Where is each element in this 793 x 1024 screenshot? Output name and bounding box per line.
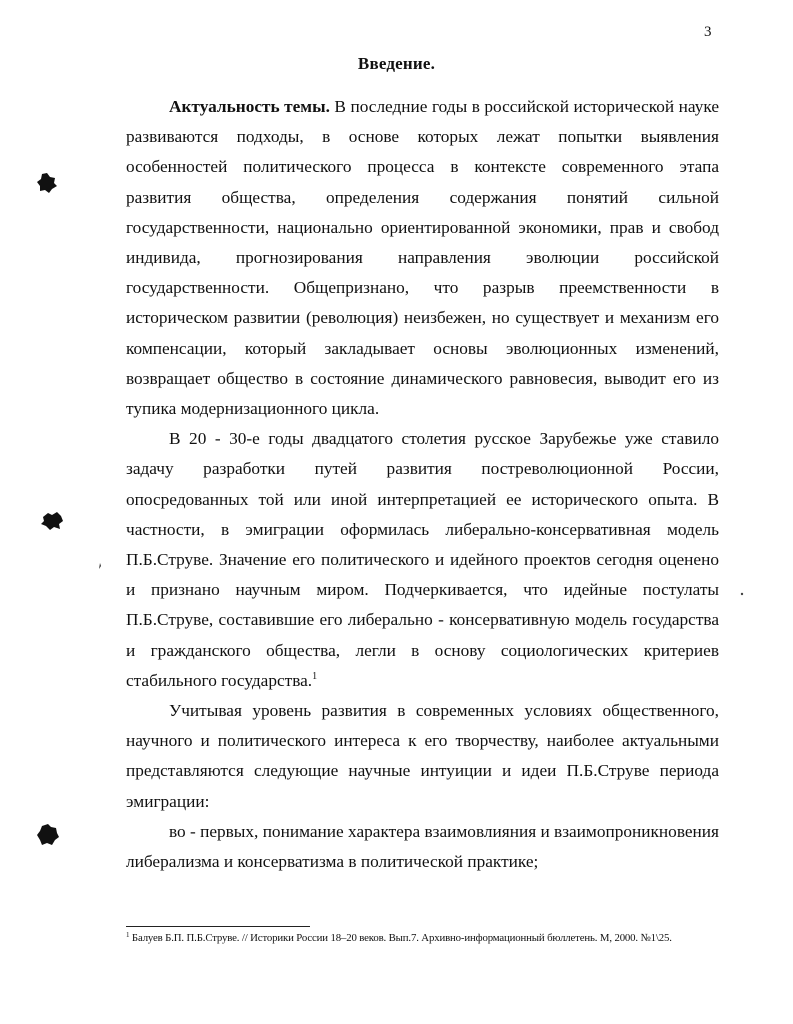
footnote	[126, 932, 726, 944]
page-title: Введение.	[357, 54, 436, 73]
page-number: 3	[704, 24, 712, 40]
footnote-reference: 1	[312, 670, 318, 682]
footnote-divider	[126, 926, 310, 927]
scan-blot-bottom	[36, 823, 60, 847]
scan-blot-middle	[40, 511, 64, 531]
scan-speck-left	[98, 563, 102, 569]
paragraph-text: во - первых, понимание характера взаимовлияния и взаимопроникновения либерализма и консерватизма в политической практике;	[126, 821, 719, 872]
scan-blot-top	[36, 172, 58, 194]
paragraph-ideas	[126, 696, 719, 817]
paragraph-relevance	[126, 92, 719, 424]
footnote-marker: 1	[126, 931, 130, 939]
paragraph-text: В последние годы в российской исторической науке развиваются подходы, в основе которых лежат попытки выявления особенностей политического процесса в контексте современного этапа развития общества, определения содержания понятий сильной государственности, национально ориентированной экономики, прав и свобод индивида, прогнозирования направления эволюции российской государственности. Общепризнано, что разрыв преемственности в историческом развитии (революция) неизбежен, но существует и механизм его компенсации, который закладывает основы эволюционных изменений, возвращает общество в состояние динамического равновесия, выводит его из тупика модернизационного цикла.	[126, 97, 719, 419]
paragraph-emigration	[126, 424, 719, 696]
paragraph-text: Учитывая уровень развития в современных условиях общественного, научного и политического интереса к его творчеству, наиболее актуальными представляются следующие научные интуиции и идеи П.Б.Струве периода эмиграции:	[126, 701, 719, 811]
paragraph-text: В 20 - 30-е годы двадцатого столетия русское Зарубежье уже ставило задачу разработки путей развития постреволюционной России, опосредованных той или иной интерпретацией ее исторического опыта. В частности, в эмиграции оформилась либерально-консервативная модель П.Б.Струве. Значение его политического и идейного проектов сегодня оценено и признано научным миром. Подчеркивается, что идейные постулаты П.Б.Струве, составившие его либерально - консервативную модель государства и гражданского общества, легли в основу социологических критериев стабильного государства.	[126, 429, 719, 690]
paragraph-lead: Актуальность темы.	[169, 97, 330, 116]
paragraph-first-point	[126, 817, 719, 877]
footnote-text: Балуев Б.П. П.Б.Струве. // Историки России 18–20 веков. Вып.7. Архивно-информационный бюллетень. М, 2000. №1\25.	[129, 932, 672, 944]
scan-speck-right	[740, 592, 744, 596]
body-text	[126, 92, 719, 877]
